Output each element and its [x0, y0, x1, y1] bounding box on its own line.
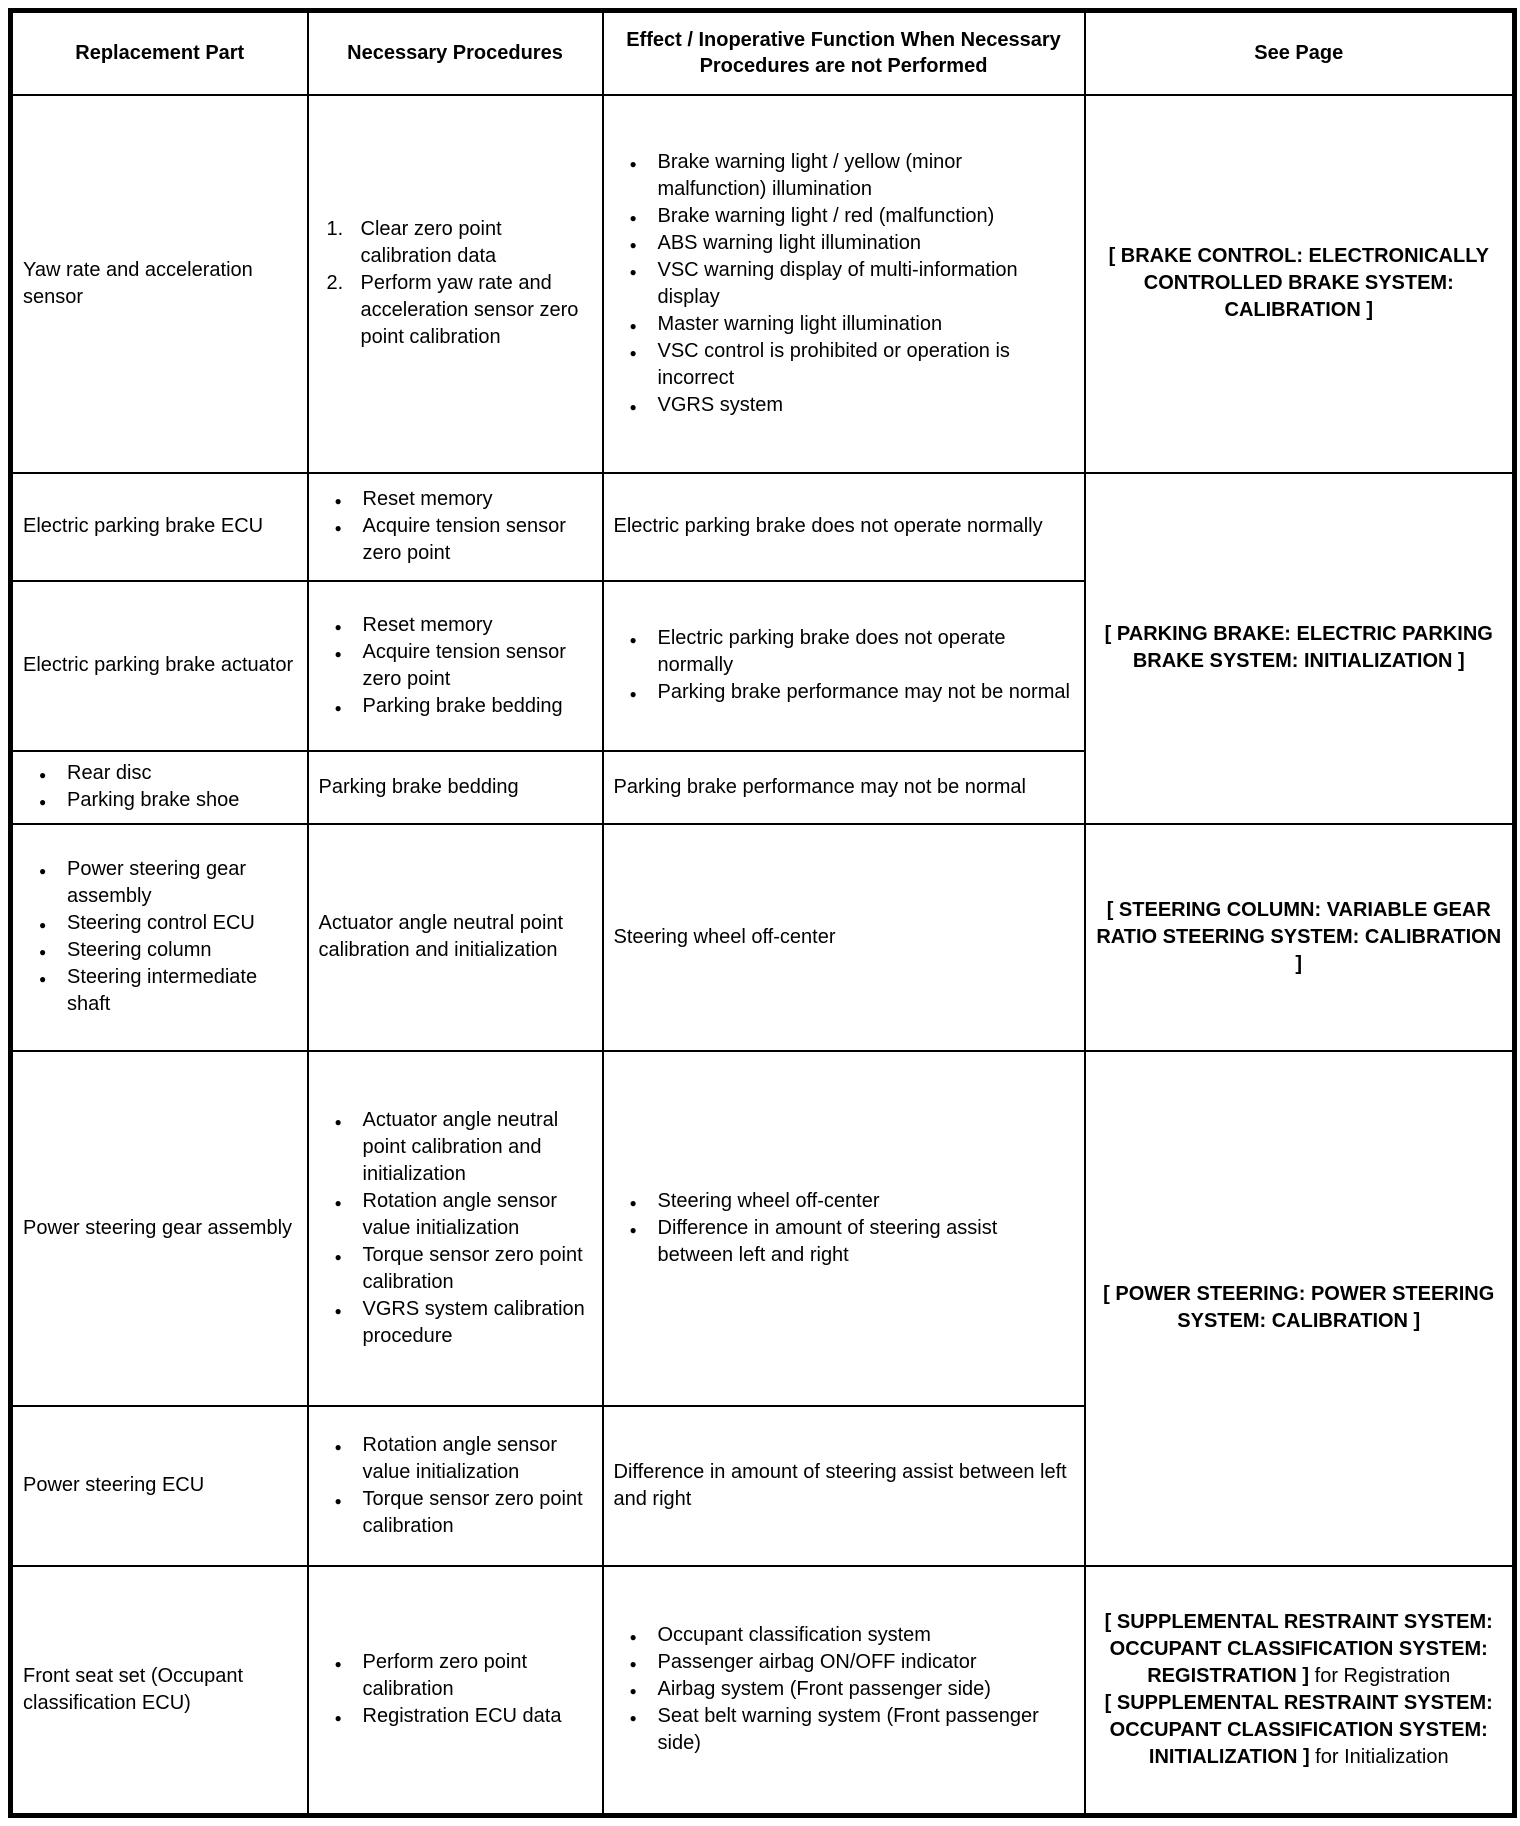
see-page-reference	[1096, 243, 1503, 324]
bullet-item	[317, 1703, 594, 1730]
item-text: Torque sensor zero point calibration	[362, 1243, 583, 1293]
bullet-icon: ●	[39, 795, 47, 809]
bullet-icon: ●	[334, 1195, 342, 1210]
bullet-icon: ●	[334, 1439, 342, 1454]
bullet-item	[612, 311, 1076, 338]
bullet-icon: ●	[334, 494, 342, 508]
table-body	[11, 95, 1515, 1816]
bullet-item	[317, 693, 594, 720]
item-text: Parking brake shoe	[67, 789, 240, 811]
bullet-icon: ●	[39, 918, 47, 932]
bullet-item	[317, 639, 594, 693]
see-page-reference	[1096, 1609, 1503, 1690]
cell-text: Power steering gear assembly	[23, 1216, 293, 1239]
item-text: Airbag system (Front passenger side)	[657, 1678, 991, 1701]
bullet-icon: ●	[334, 521, 342, 535]
numbered-item	[317, 216, 594, 270]
see-page-reference	[1096, 897, 1503, 978]
table-row	[11, 1566, 1515, 1816]
bullet-item	[317, 513, 594, 567]
bullet-icon: ●	[334, 700, 342, 715]
cell-effect	[603, 473, 1085, 581]
cell-necessary-procedures	[308, 1566, 603, 1816]
column-header-see-page: See Page	[1085, 11, 1515, 95]
bullet-icon: ●	[334, 1711, 342, 1726]
bullet-item	[612, 257, 1076, 311]
bullet-icon: ●	[629, 210, 637, 225]
number-marker: 2.	[326, 272, 344, 294]
bullet-item	[612, 230, 1076, 257]
cell-text: Actuator angle neutral point calibration and initialization	[318, 912, 564, 961]
cell-replacement-part	[11, 1051, 308, 1406]
bullet-item	[612, 1188, 1076, 1215]
bullet-item	[612, 1649, 1076, 1676]
bullet-icon: ●	[629, 264, 637, 279]
item-text: Clear zero point calibration data	[360, 218, 502, 267]
bullet-icon: ●	[334, 1657, 342, 1672]
cell-see-page	[1085, 824, 1515, 1051]
cell-effect	[603, 1406, 1085, 1566]
item-text: Brake warning light / yellow (minor malfunction) illumination	[657, 150, 963, 200]
bullet-icon: ●	[629, 687, 637, 701]
bullet-item	[612, 1622, 1076, 1649]
bullet-icon: ●	[629, 399, 637, 414]
bullet-item	[317, 612, 594, 639]
bullet-icon: ●	[39, 972, 47, 986]
bullet-item	[21, 937, 299, 964]
see-page-link-text: [ SUPPLEMENTAL RESTRAINT SYSTEM: OCCUPANT CLASSIFICATION SYSTEM: REGISTRATION ]	[1104, 1610, 1493, 1687]
bullet-icon: ●	[629, 237, 637, 252]
bullet-item	[612, 1703, 1076, 1757]
cell-replacement-part	[11, 1566, 308, 1816]
item-text: Occupant classification system	[657, 1624, 931, 1647]
see-page-link-text: [ PARKING BRAKE: ELECTRIC PARKING BRAKE SYSTEM: INITIALIZATION ]	[1104, 623, 1493, 672]
cell-see-page	[1085, 95, 1515, 473]
bullet-item	[21, 910, 299, 937]
cell-text: Parking brake performance may not be normal	[613, 775, 1026, 798]
bullet-item	[612, 625, 1076, 679]
bullet-item	[21, 964, 299, 1018]
cell-text: Yaw rate and acceleration sensor	[23, 258, 253, 308]
item-text: Acquire tension sensor zero point	[362, 640, 566, 690]
item-text: Torque sensor zero point calibration	[362, 1487, 583, 1537]
bullet-icon: ●	[629, 1222, 637, 1237]
bullet-item	[21, 787, 299, 814]
cell-replacement-part	[11, 751, 308, 824]
column-header-necessary-procedures: Necessary Procedures	[308, 11, 603, 95]
bullet-item	[612, 149, 1076, 203]
table-row	[11, 95, 1515, 473]
item-text: Power steering gear assembly	[67, 858, 246, 907]
bullet-item	[612, 203, 1076, 230]
cell-see-page	[1085, 1051, 1515, 1566]
bullet-item	[317, 1649, 594, 1703]
item-text: VSC warning display of multi-information display	[657, 258, 1018, 308]
bullet-icon: ●	[629, 318, 637, 333]
cell-text: Electric parking brake actuator	[23, 654, 294, 676]
bullet-item	[317, 1432, 594, 1486]
bullet-item	[317, 1486, 594, 1540]
cell-necessary-procedures	[308, 581, 603, 751]
cell-necessary-procedures	[308, 1406, 603, 1566]
header-row	[11, 11, 1515, 95]
see-page-link-text: [ STEERING COLUMN: VARIABLE GEAR RATIO STEERING SYSTEM: CALIBRATION ]	[1096, 898, 1502, 975]
cell-necessary-procedures	[308, 473, 603, 581]
cell-effect	[603, 824, 1085, 1051]
item-text: Reset memory	[362, 613, 493, 636]
bullet-item	[21, 760, 299, 787]
bullet-icon: ●	[334, 1493, 342, 1508]
bullet-icon: ●	[334, 1303, 342, 1318]
cell-effect	[603, 1051, 1085, 1406]
cell-text: Electric parking brake does not operate normally	[613, 515, 1043, 537]
see-page-link-text: [ BRAKE CONTROL: ELECTRONICALLY CONTROLLED BRAKE SYSTEM: CALIBRATION ]	[1108, 245, 1489, 321]
cell-text: Power steering ECU	[23, 1474, 205, 1496]
item-text: Registration ECU data	[362, 1705, 562, 1728]
bullet-icon: ●	[334, 646, 342, 661]
see-page-note: for Registration	[1309, 1664, 1451, 1687]
bullet-item	[612, 338, 1076, 392]
item-text: Rear disc	[67, 762, 152, 784]
item-text: Parking brake bedding	[362, 694, 563, 717]
procedures-table	[8, 8, 1517, 1818]
bullet-icon: ●	[334, 1249, 342, 1264]
bullet-icon: ●	[39, 864, 47, 878]
table-row	[11, 473, 1515, 581]
item-text: Acquire tension sensor zero point	[362, 515, 566, 564]
cell-text: Front seat set (Occupant classification ECU)	[23, 1664, 244, 1714]
cell-text: Difference in amount of steering assist between left and right	[613, 1460, 1067, 1510]
cell-necessary-procedures	[308, 824, 603, 1051]
bullet-item	[317, 1188, 594, 1242]
bullet-icon: ●	[39, 945, 47, 959]
item-text: Rotation angle sensor value initialization	[362, 1189, 558, 1239]
cell-replacement-part	[11, 473, 308, 581]
column-header-replacement-part: Replacement Part	[11, 11, 308, 95]
cell-replacement-part	[11, 824, 308, 1051]
item-text: Reset memory	[362, 488, 493, 510]
item-text: Steering intermediate shaft	[67, 966, 258, 1015]
see-page-reference	[1096, 1690, 1503, 1771]
bullet-item	[317, 1242, 594, 1296]
item-text: Steering column	[67, 939, 212, 961]
item-text: Master warning light illumination	[657, 312, 943, 335]
cell-see-page	[1085, 1566, 1515, 1816]
bullet-item	[612, 1676, 1076, 1703]
item-text: Actuator angle neutral point calibration and initialization	[362, 1108, 559, 1185]
item-text: Passenger airbag ON/OFF indicator	[657, 1651, 977, 1674]
bullet-item	[317, 486, 594, 513]
cell-effect	[603, 1566, 1085, 1816]
item-text: Parking brake performance may not be normal	[657, 681, 1070, 703]
bullet-item	[612, 679, 1076, 706]
see-page-link-text: [ SUPPLEMENTAL RESTRAINT SYSTEM: OCCUPANT CLASSIFICATION SYSTEM: INITIALIZATION ]	[1104, 1691, 1493, 1768]
bullet-icon: ●	[629, 1657, 637, 1672]
bullet-icon: ●	[629, 1630, 637, 1645]
cell-text: Steering wheel off-center	[613, 925, 836, 948]
item-text: Brake warning light / red (malfunction)	[657, 204, 995, 227]
item-text: Difference in amount of steering assist between left and right	[657, 1216, 998, 1266]
cell-text: Parking brake bedding	[318, 775, 519, 798]
column-header-effect: Effect / Inoperative Function When Necessary Procedures are not Performed	[603, 11, 1085, 95]
item-text: VGRS system calibration procedure	[362, 1297, 585, 1347]
item-text: Steering control ECU	[67, 912, 255, 934]
item-text: Electric parking brake does not operate normally	[657, 627, 1006, 676]
table-row	[11, 824, 1515, 1051]
bullet-icon: ●	[629, 345, 637, 360]
number-marker: 1.	[326, 218, 344, 240]
cell-replacement-part	[11, 95, 308, 473]
see-page-reference	[1096, 1281, 1503, 1335]
bullet-icon: ●	[629, 1711, 637, 1726]
cell-effect	[603, 581, 1085, 751]
numbered-item	[317, 270, 594, 351]
cell-necessary-procedures	[308, 1051, 603, 1406]
item-text: ABS warning light illumination	[657, 231, 921, 254]
cell-replacement-part	[11, 1406, 308, 1566]
bullet-icon: ●	[629, 1195, 637, 1210]
bullet-item	[21, 856, 299, 910]
bullet-icon: ●	[629, 633, 637, 647]
item-text: VSC control is prohibited or operation is incorrect	[657, 339, 1010, 389]
bullet-icon: ●	[39, 768, 47, 782]
table-row	[11, 1051, 1515, 1406]
cell-text: Electric parking brake ECU	[23, 515, 264, 537]
cell-see-page	[1085, 473, 1515, 824]
cell-replacement-part	[11, 581, 308, 751]
item-text: Perform zero point calibration	[362, 1651, 528, 1701]
item-text: Steering wheel off-center	[657, 1189, 880, 1212]
bullet-icon: ●	[629, 1684, 637, 1699]
cell-effect	[603, 751, 1085, 824]
see-page-reference	[1096, 621, 1503, 675]
see-page-note: for Initialization	[1309, 1745, 1449, 1768]
cell-necessary-procedures	[308, 95, 603, 473]
cell-effect	[603, 95, 1085, 473]
item-text: Rotation angle sensor value initialization	[362, 1433, 558, 1483]
item-text: Seat belt warning system (Front passenger side)	[657, 1705, 1039, 1755]
bullet-icon: ●	[629, 156, 637, 171]
bullet-item	[317, 1296, 594, 1350]
bullet-icon: ●	[334, 1114, 342, 1129]
item-text: VGRS system	[657, 393, 784, 416]
bullet-item	[612, 392, 1076, 419]
item-text: Perform yaw rate and acceleration sensor zero point calibration	[360, 272, 579, 348]
see-page-link-text: [ POWER STEERING: POWER STEERING SYSTEM: CALIBRATION ]	[1103, 1283, 1495, 1332]
bullet-item	[317, 1107, 594, 1188]
cell-necessary-procedures	[308, 751, 603, 824]
bullet-item	[612, 1215, 1076, 1269]
bullet-icon: ●	[334, 619, 342, 634]
